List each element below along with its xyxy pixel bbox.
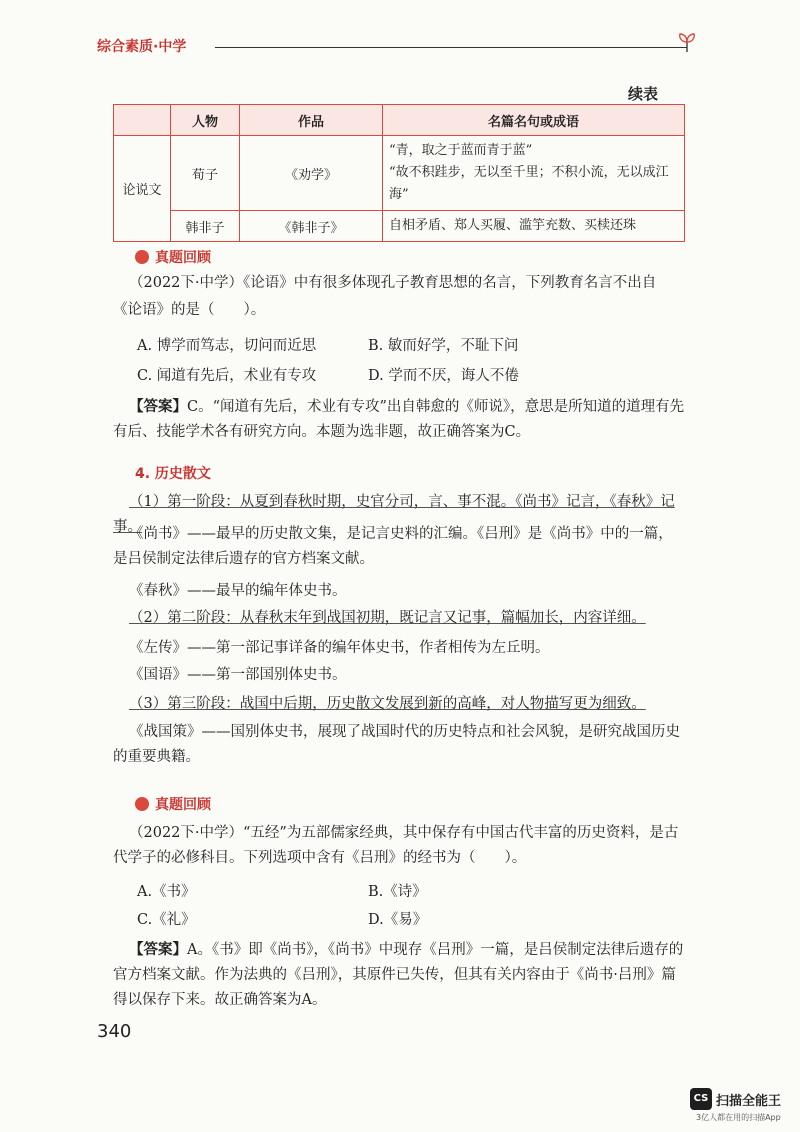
stage3-paragraph — [113, 692, 685, 717]
author-cell: 荀子 — [171, 136, 240, 211]
sprout-icon — [675, 30, 699, 54]
header-title: 综合素质·中学 — [97, 39, 187, 55]
table-row — [114, 136, 685, 211]
table-header-author: 人物 — [171, 105, 240, 136]
option-a: A.《书》 — [137, 884, 196, 900]
work-cell: 《劝学》 — [240, 136, 383, 211]
author-cell: 韩非子 — [171, 211, 240, 242]
page-header — [97, 30, 697, 60]
shangshu-paragraph: 《尚书》——最早的历史散文集，是记言史料的汇编。《吕刑》是《尚书》中的一篇，是吕侯制定法律后遗存的官方档案文献。 — [113, 526, 673, 567]
option-c: C.《礼》 — [137, 912, 196, 928]
section-heading-history-prose: 4. 历史散文 — [135, 466, 211, 482]
review-heading — [135, 247, 211, 267]
scanner-tagline: 3亿人都在用的扫描App — [696, 1113, 781, 1122]
stage3-text: （3）第三阶段：战国中后期，历史散文发展到新的高峰，对人物描写更为细致。 — [129, 696, 646, 712]
review-bullet-icon — [135, 797, 149, 811]
quote-line: “故不积跬步，无以至千里；不积小流，无以成江海” — [389, 165, 669, 202]
table-header-row — [114, 105, 685, 136]
scanner-app-name: 扫描全能王 — [716, 1094, 782, 1109]
answer-text: C。“闻道有先后，术业有专攻”出自韩愈的《师说》，意思是所知道的道理有先有后、技能学术各有研究方向。本题为选非题，故正确答案为C。 — [113, 399, 685, 440]
option-a: A. 博学而笃志，切问而近思 — [137, 338, 317, 354]
table-header-genre — [114, 105, 171, 136]
question-text-line2: 《论语》的是（ ）。 — [113, 302, 266, 318]
stage1-text: （1）第一阶段：从夏到春秋时期，史官分司，言、事不混。《尚书》记言，《春秋》记事。 — [113, 494, 675, 535]
page-number: 340 — [97, 1021, 132, 1042]
review-heading-text: 真题回顾 — [155, 250, 211, 266]
quote-line: 自相矛盾、郑人买履、滥竽充数、买椟还珠 — [389, 218, 637, 233]
option-c: C. 闻道有先后，术业有专攻 — [137, 368, 317, 384]
table-caption: 续表 — [628, 85, 659, 103]
answer-label: 【答案】 — [129, 398, 187, 415]
work-cell: 《韩非子》 — [240, 211, 383, 242]
zhanguoce-paragraph: 《战国策》——国别体史书，展现了战国时代的历史特点和社会风貌，是研究战国历史的重要典籍。 — [113, 724, 680, 765]
question-paragraph-cont — [113, 298, 685, 323]
stage2-paragraph — [113, 606, 685, 631]
question-paragraph: （2022下·中学）“五经”为五部儒家经典，其中保存有中国古代丰富的历史资料，是古代学子的必修科目。下列选项中含有《吕刑》的经书为（ ）。 — [113, 825, 679, 866]
option-d: D.《易》 — [368, 912, 428, 928]
guoyu-paragraph: 《国语》——第一部国别体史书。 — [129, 667, 347, 683]
question-text-line1: （2022下·中学）《论语》中有很多体现孔子教育思想的名言，下列教育名言不出自 — [129, 275, 657, 291]
option-d: D. 学而不厌，诲人不倦 — [368, 368, 519, 384]
question-paragraph — [113, 271, 685, 296]
answer-paragraph — [113, 937, 685, 1013]
literature-table — [113, 104, 685, 242]
quote-line: “青，取之于蓝而青于蓝” — [389, 143, 533, 158]
chunqiu-paragraph: 《春秋》——最早的编年体史书。 — [129, 583, 347, 599]
genre-cell: 论说文 — [114, 136, 171, 242]
answer-paragraph — [113, 394, 685, 445]
review-heading-text: 真题回顾 — [155, 797, 211, 813]
header-rule — [215, 47, 687, 48]
quotes-cell — [383, 211, 685, 242]
answer-label: 【答案】 — [129, 941, 187, 958]
quotes-cell — [383, 136, 685, 211]
zuozhuan-paragraph: 《左传》——第一部记事详备的编年体史书，作者相传为左丘明。 — [129, 640, 550, 656]
table-header-quotes: 名篇名句或成语 — [383, 105, 685, 136]
option-b: B. 敏而好学，不耻下问 — [368, 338, 519, 354]
answer-text: A。《书》即《尚书》，《尚书》中现存《吕刑》一篇，是吕侯制定法律后遗存的官方档案文献。作为法典的《吕刑》，其原件已失传，但其有关内容由于《尚书·吕刑》篇得以保存下来。故正确答案为A。 — [113, 942, 684, 1008]
review-heading — [135, 794, 211, 814]
scanner-logo-icon: CS — [690, 1088, 712, 1110]
scanner-watermark — [690, 1086, 800, 1126]
review-bullet-icon — [135, 250, 149, 264]
table-row — [114, 211, 685, 242]
table-header-work: 作品 — [240, 105, 383, 136]
stage2-text: （2）第二阶段：从春秋末年到战国初期，既记言又记事，篇幅加长，内容详细。 — [129, 610, 646, 626]
option-b: B.《诗》 — [368, 884, 427, 900]
